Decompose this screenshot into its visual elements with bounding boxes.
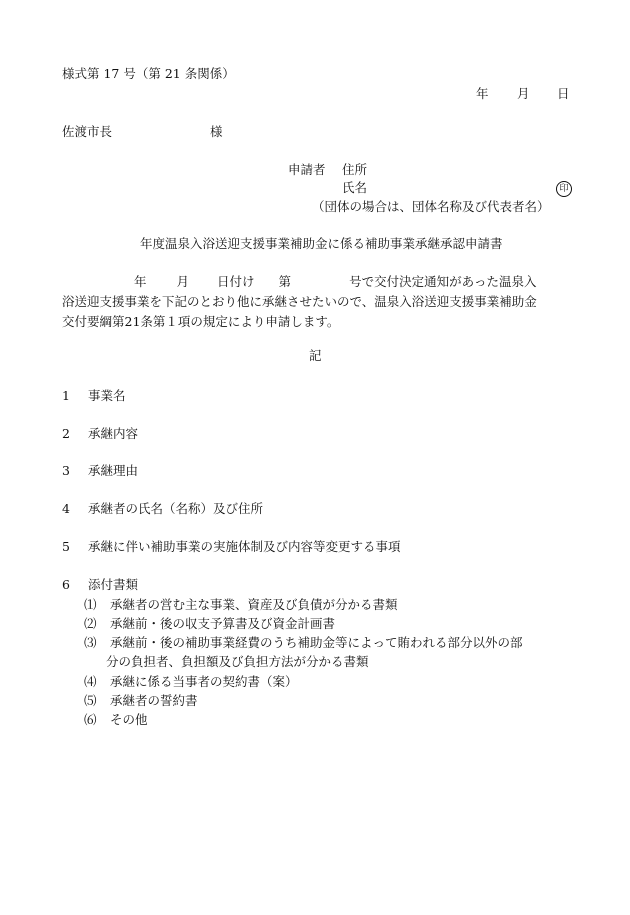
item-attachments [62, 579, 138, 592]
body-line-1 [62, 272, 578, 292]
item-number: 4 [62, 501, 70, 516]
body-date-suffix: 日付け [217, 274, 255, 289]
item-label: 承継理由 [88, 463, 139, 478]
attachment-item [84, 599, 398, 612]
attachment-label: 承継前・後の補助事業経費のうち補助金等によって賄われる部分以外の部 [110, 635, 523, 650]
attachment-label: 承継に係る当事者の契約書（案） [110, 674, 298, 689]
attachment-item [84, 714, 148, 727]
seal-mark [556, 181, 572, 197]
body-line-2: 浴送迎支援事業を下記のとおり他に承継させたいので、温泉入浴送迎支援事業補助金 [62, 294, 537, 309]
item-succession-reason [62, 465, 138, 478]
attachment-label: 承継者の誓約書 [110, 693, 198, 708]
item-label: 添付書類 [88, 577, 139, 592]
body-month: 月 [176, 274, 190, 289]
item-successor-name-address [62, 503, 263, 516]
addressee-name: 佐渡市長 [62, 124, 113, 139]
item-succession-content [62, 428, 138, 441]
addressee-honorific: 様 [210, 124, 223, 139]
item-label: 承継に伴い補助事業の実施体制及び内容等変更する事項 [88, 539, 401, 554]
item-number: 5 [62, 539, 70, 554]
item-number: 2 [62, 426, 70, 441]
item-change-matters [62, 541, 401, 554]
attachment-label: その他 [110, 712, 148, 727]
applicant-organization-note: （団体の場合は、団体名称及び代表者名） [312, 199, 550, 214]
item-number: 3 [62, 463, 70, 478]
attachment-number: ⑶ [84, 635, 97, 650]
attachment-number: ⑴ [84, 597, 97, 612]
item-business-name [62, 390, 126, 403]
attachment-label: 承継者の営む主な事業、資産及び負債が分かる書類 [110, 597, 398, 612]
date-month-label: 月 [517, 86, 530, 101]
body-year: 年 [134, 274, 147, 289]
attachment-item [84, 637, 523, 650]
applicant-name-label: 氏名 [342, 180, 368, 195]
item-label: 承継内容 [88, 426, 139, 441]
attachment-item [84, 676, 298, 689]
date-day-label: 日 [557, 86, 570, 101]
ki-heading: 記 [309, 348, 322, 363]
seal-icon: 印 [556, 181, 572, 197]
body-number-prefix: 第 [278, 274, 292, 289]
applicant-address-label: 住所 [342, 162, 368, 177]
attachment-number: ⑷ [84, 674, 97, 689]
item-number: 6 [62, 577, 70, 592]
attachment-item [84, 618, 335, 631]
body-line-1-tail: 号で交付決定通知があった温泉入 [349, 274, 537, 289]
date-year-label: 年 [476, 86, 489, 101]
body-line-3: 交付要綱第21条第１項の規定により申請します。 [62, 314, 340, 329]
form-number: 様式第 17 号（第 21 条関係） [62, 66, 235, 81]
attachment-continuation: 分の負担者、負担額及び負担方法が分かる書類 [106, 654, 369, 669]
item-label: 事業名 [88, 388, 126, 403]
attachment-number: ⑹ [84, 712, 97, 727]
attachment-item [84, 695, 198, 708]
document-title: 年度温泉入浴送迎支援事業補助金に係る補助事業承継承認申請書 [140, 236, 503, 251]
item-label: 承継者の氏名（名称）及び住所 [88, 501, 264, 516]
attachment-number: ⑸ [84, 693, 97, 708]
applicant-label: 申請者 [288, 162, 326, 177]
attachment-number: ⑵ [84, 616, 97, 631]
body-paragraph [62, 272, 578, 332]
item-number: 1 [62, 388, 70, 403]
attachment-label: 承継前・後の収支予算書及び資金計画書 [110, 616, 336, 631]
